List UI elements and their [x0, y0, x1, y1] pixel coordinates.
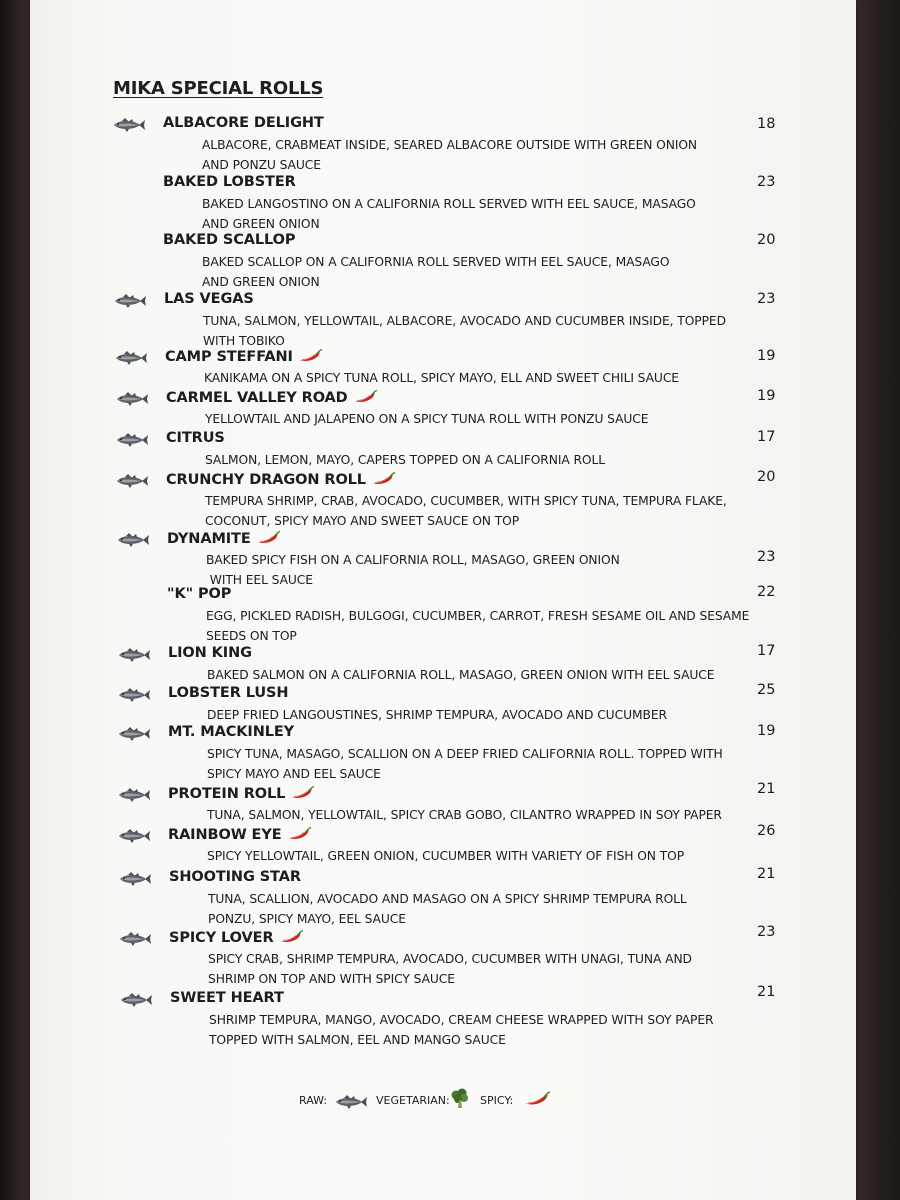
menu-item-description: SEEDS ON TOP [206, 629, 297, 643]
raw-fish-icon [117, 828, 151, 844]
menu-item-price: 23 [757, 924, 776, 940]
menu-item-name-text: SHOOTING STAR [169, 869, 301, 885]
menu-item-name [166, 471, 396, 488]
menu-item-price: 21 [757, 984, 776, 1000]
menu-item-description: SPICY YELLOWTAIL, GREEN ONION, CUCUMBER WITH VARIETY OF FISH ON TOP [207, 849, 685, 863]
menu-item-description: TEMPURA SHRIMP, CRAB, AVOCADO, CUCUMBER, WITH SPICY TUNA, TEMPURA FLAKE, [205, 494, 727, 508]
table-background-left [0, 0, 34, 1200]
raw-fish-icon [115, 391, 149, 407]
menu-item [0, 643, 900, 682]
menu-item-name [168, 685, 288, 701]
menu-item-price: 21 [757, 866, 776, 882]
menu-item-name-text: PROTEIN ROLL [168, 786, 286, 802]
menu-item-name-text: BAKED LOBSTER [163, 174, 296, 190]
menu-item-name [170, 990, 284, 1006]
menu-item-description: DEEP FRIED LANGOUSTINES, SHRIMP TEMPURA, AVOCADO AND CUCUMBER [207, 708, 667, 722]
menu-item-name-text: CARMEL VALLEY ROAD [166, 390, 348, 406]
menu-item-name [168, 826, 312, 843]
menu-item-description: SPICY MAYO AND EEL SAUCE [207, 767, 381, 781]
menu-item-description: TUNA, SALMON, YELLOWTAIL, SPICY CRAB GOBO, CILANTRO WRAPPED IN SOY PAPER [207, 808, 722, 822]
spicy-chili-pepper-icon [297, 348, 323, 362]
menu-item-name-text: LOBSTER LUSH [168, 685, 289, 701]
menu-item-price: 21 [757, 781, 776, 797]
menu-item-price: 25 [757, 682, 776, 698]
raw-fish-icon [114, 350, 148, 366]
raw-fish-icon [117, 647, 151, 663]
menu-item-name [163, 232, 295, 248]
menu-item-description: TOPPED WITH SALMON, EEL AND MANGO SAUCE [209, 1033, 506, 1047]
menu-item [0, 723, 900, 781]
menu-item-description: COCONUT, SPICY MAYO AND SWEET SAUCE ON TOP [205, 514, 520, 528]
menu-item-description: SPICY CRAB, SHRIMP TEMPURA, AVOCADO, CUCUMBER WITH UNAGI, TUNA AND [208, 952, 692, 966]
menu-item-name [164, 291, 254, 307]
menu-item-description: SALMON, LEMON, MAYO, CAPERS TOPPED ON A CALIFORNIA ROLL [205, 453, 605, 467]
menu-item [0, 174, 900, 231]
menu-item-price: 20 [757, 232, 776, 248]
legend-fish-icon [334, 1094, 368, 1110]
menu-item-name [163, 115, 324, 131]
menu-item-name-text: SPICY LOVER [169, 930, 274, 946]
menu-item [0, 531, 900, 587]
raw-fish-icon [119, 992, 153, 1008]
raw-fish-icon [113, 293, 147, 309]
spicy-chili-pepper-icon [289, 785, 315, 799]
menu-item-description: SPICY TUNA, MASAGO, SCALLION ON A DEEP FRIED CALIFORNIA ROLL. TOPPED WITH [207, 747, 723, 761]
legend-raw-label: RAW: [299, 1094, 328, 1107]
menu-item [0, 682, 900, 722]
menu-item-price: 17 [757, 643, 776, 659]
menu-item-description: BAKED SCALLOP ON A CALIFORNIA ROLL SERVED WITH EEL SAUCE, MASAGO [202, 255, 670, 269]
legend-broccoli-icon [449, 1088, 471, 1110]
menu-item [0, 348, 900, 385]
menu-item-price: 23 [757, 174, 776, 190]
spicy-chili-pepper-icon [286, 826, 312, 840]
menu-item-name-text: SWEET HEART [170, 990, 284, 1006]
menu-item-name-text: LAS VEGAS [164, 291, 254, 307]
menu-item-description: KANIKAMA ON A SPICY TUNA ROLL, SPICY MAYO, ELL AND SWEET CHILI SAUCE [204, 371, 679, 385]
menu-item-price: 23 [757, 291, 776, 307]
menu-item-name-text: CITRUS [166, 430, 225, 446]
menu-item-name-text: CRUNCHY DRAGON ROLL [166, 472, 366, 488]
menu-item [0, 866, 900, 926]
menu-item-description: BAKED SALMON ON A CALIFORNIA ROLL, MASAGO, GREEN ONION WITH EEL SAUCE [207, 668, 715, 682]
menu-item-price: 18 [757, 116, 776, 132]
raw-fish-icon [117, 687, 151, 703]
menu-item-price: 20 [757, 469, 776, 485]
menu-item [0, 388, 900, 426]
spicy-chili-pepper-icon [255, 530, 281, 544]
menu-item-description: AND GREEN ONION [202, 217, 320, 231]
legend [0, 1092, 900, 1116]
menu-item-description: YELLOWTAIL AND JALAPENO ON A SPICY TUNA ROLL WITH PONZU SAUCE [205, 412, 649, 426]
raw-fish-icon [117, 726, 151, 742]
menu-item-name-text: DYNAMITE [167, 531, 251, 547]
menu-item-name [169, 929, 304, 946]
raw-fish-icon [112, 117, 146, 133]
legend-vegetarian-label: VEGETARIAN: [376, 1094, 450, 1107]
spicy-chili-pepper-icon [352, 389, 378, 403]
menu-item-description: WITH TOBIKO [203, 334, 285, 348]
menu-item-description: SHRIMP ON TOP AND WITH SPICY SAUCE [208, 972, 455, 986]
menu-item-name [168, 785, 315, 802]
menu-item [0, 115, 900, 172]
menu-item [0, 823, 900, 863]
menu-item-price: 19 [757, 723, 776, 739]
menu-item-name [166, 430, 225, 446]
legend-spicy-label: SPICY: [480, 1094, 514, 1107]
menu-item-price: 23 [757, 549, 776, 565]
menu-item-price: 26 [757, 823, 776, 839]
menu-item-name [167, 530, 281, 547]
menu-item-name-text: "K" POP [167, 586, 232, 602]
menu-item [0, 291, 900, 348]
menu-item [0, 232, 900, 289]
raw-fish-icon [117, 787, 151, 803]
menu-item-description: AND PONZU SAUCE [202, 158, 321, 172]
menu-item-name [167, 586, 231, 602]
menu-item-price: 22 [757, 584, 776, 600]
raw-fish-icon [115, 473, 149, 489]
menu-item-name-text: BAKED SCALLOP [163, 232, 296, 248]
menu-item-name-text: ALBACORE DELIGHT [163, 115, 324, 131]
spicy-chili-pepper-icon [370, 471, 396, 485]
menu-item-price: 17 [757, 429, 776, 445]
raw-fish-icon [116, 532, 150, 548]
menu-item [0, 469, 900, 528]
raw-fish-icon [115, 432, 149, 448]
menu-item-name-text: RAINBOW EYE [168, 827, 282, 843]
menu-item-name [168, 724, 294, 740]
legend-chili-pepper-icon [523, 1090, 551, 1106]
menu-item-name [165, 348, 323, 365]
menu-section-title: MIKA SPECIAL ROLLS [113, 78, 324, 99]
menu-item-name-text: LION KING [168, 645, 252, 661]
menu-item [0, 924, 900, 986]
menu-item-description: TUNA, SALMON, YELLOWTAIL, ALBACORE, AVOCADO AND CUCUMBER INSIDE, TOPPED [203, 314, 726, 328]
menu-item-name-text: CAMP STEFFANI [165, 349, 293, 365]
menu-item-description: EGG, PICKLED RADISH, BULGOGI, CUCUMBER, CARROT, FRESH SESAME OIL AND SESAME [206, 609, 750, 623]
menu-item-description: BAKED SPICY FISH ON A CALIFORNIA ROLL, MASAGO, GREEN ONION [206, 553, 620, 567]
menu-item-price: 19 [757, 348, 776, 364]
menu-item-description: PONZU, SPICY MAYO, EEL SAUCE [208, 912, 406, 926]
menu-item [0, 781, 900, 822]
menu-item-name [168, 645, 252, 661]
menu-item [0, 429, 900, 467]
menu-item-description: ALBACORE, CRABMEAT INSIDE, SEARED ALBACORE OUTSIDE WITH GREEN ONION [202, 138, 698, 152]
spicy-chili-pepper-icon [278, 929, 304, 943]
menu-item-price: 19 [757, 388, 776, 404]
raw-fish-icon [118, 931, 152, 947]
menu-item-description: BAKED LANGOSTINO ON A CALIFORNIA ROLL SERVED WITH EEL SAUCE, MASAGO [202, 197, 696, 211]
menu-item-description: WITH EEL SAUCE [206, 573, 313, 587]
menu-item-name-text: MT. MACKINLEY [168, 724, 295, 740]
menu-item-name [163, 174, 296, 190]
menu-item-description: AND GREEN ONION [202, 275, 320, 289]
menu-item-description: SHRIMP TEMPURA, MANGO, AVOCADO, CREAM CHEESE WRAPPED WITH SOY PAPER [209, 1013, 714, 1027]
raw-fish-icon [118, 871, 152, 887]
menu-item-name [166, 389, 378, 406]
menu-item [0, 584, 900, 643]
menu-item-description: TUNA, SCALLION, AVOCADO AND MASAGO ON A SPICY SHRIMP TEMPURA ROLL [208, 892, 687, 906]
menu-item [0, 984, 900, 1047]
menu-item-name [169, 869, 301, 885]
